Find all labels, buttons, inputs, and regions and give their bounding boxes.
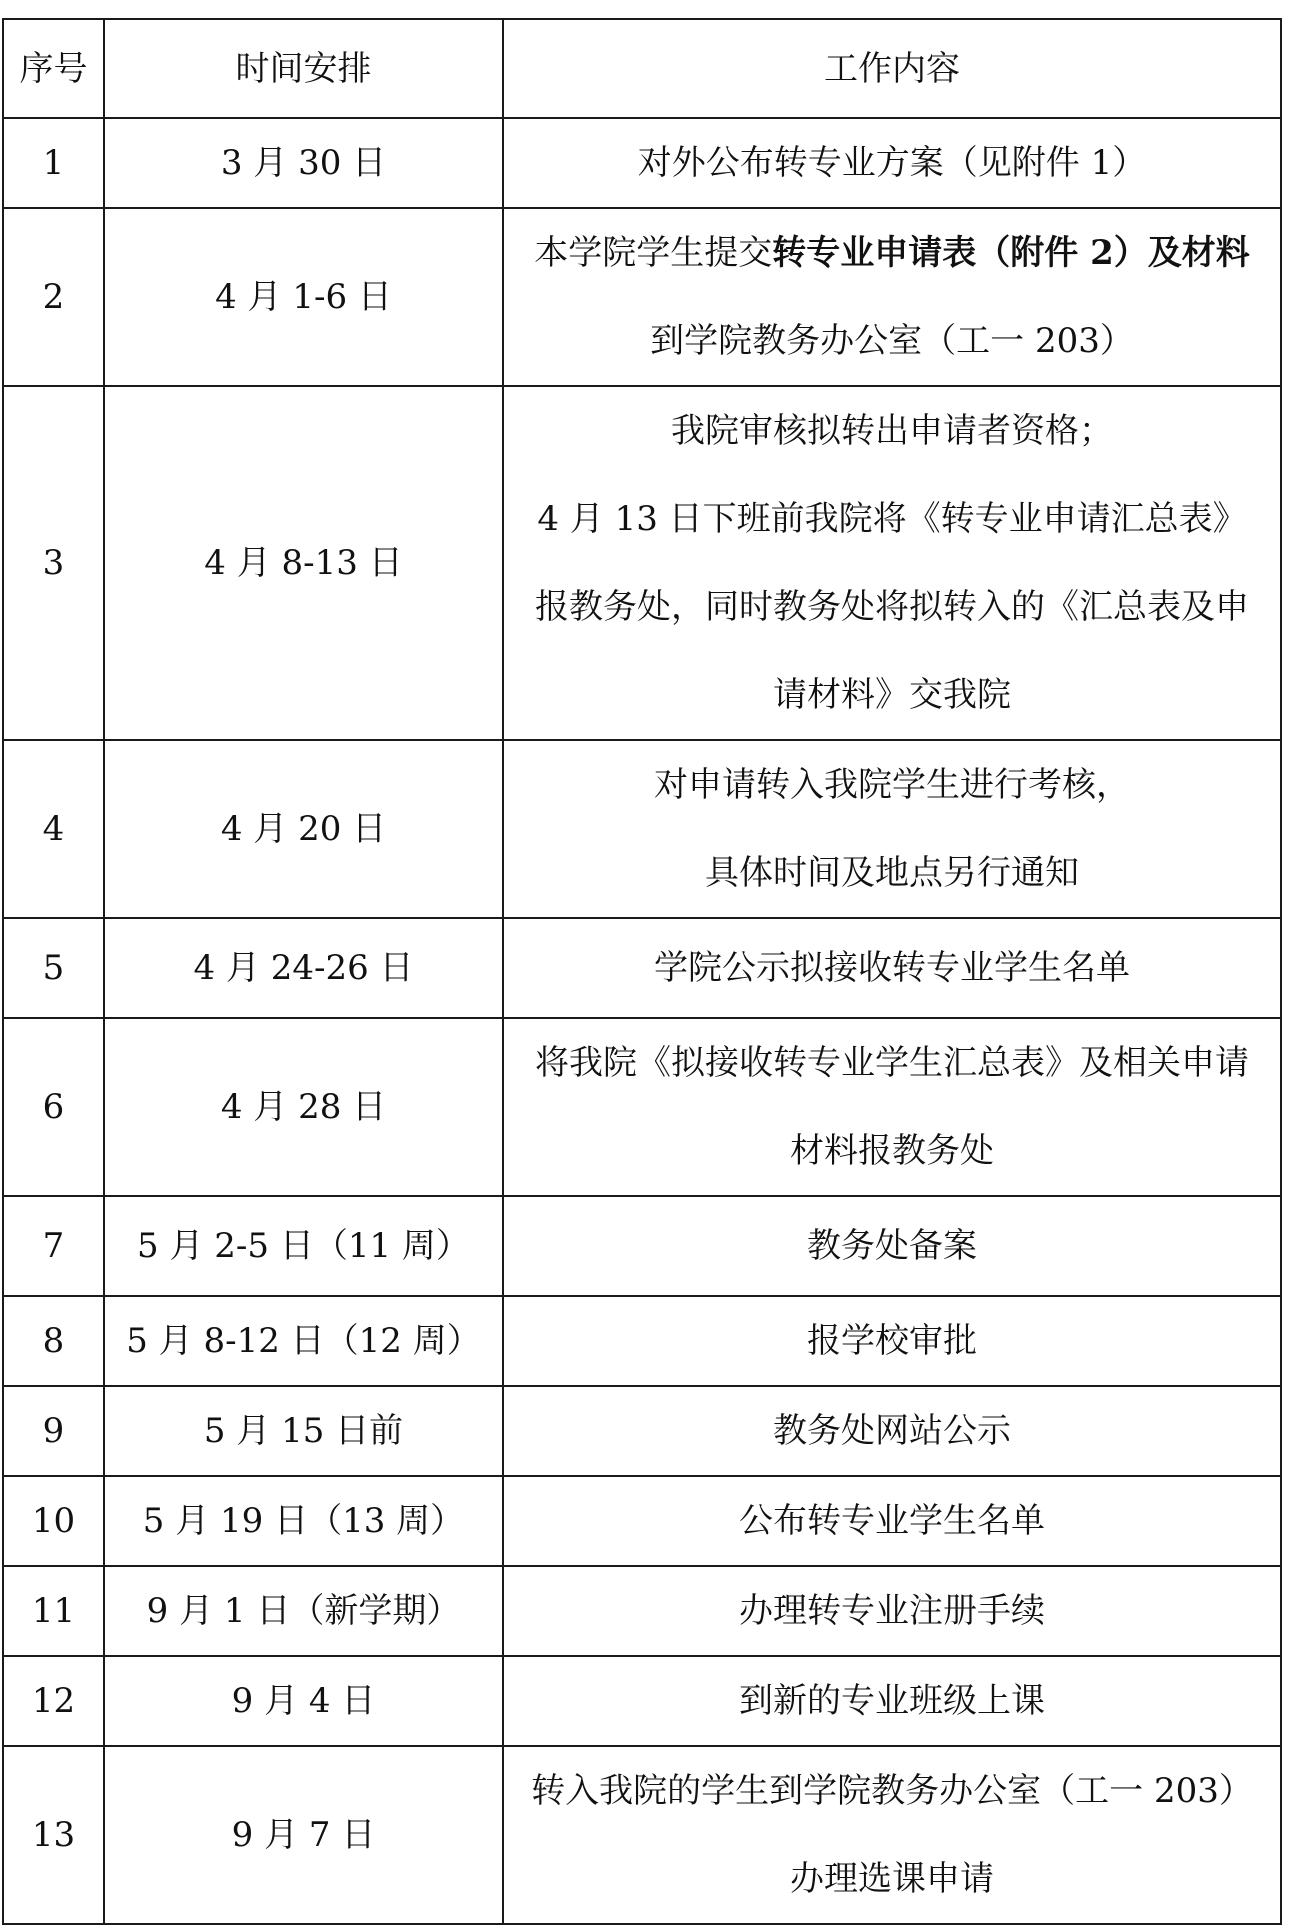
row-no: 3 — [3, 386, 104, 740]
row-no: 11 — [3, 1566, 104, 1656]
header-no: 序号 — [3, 19, 104, 118]
content-line: 报教务处，同时教务处将拟转入的《汇总表及申 — [535, 587, 1249, 627]
row-no: 6 — [3, 1018, 104, 1196]
table-row — [3, 918, 1281, 1018]
content-line: 教务处网站公示 — [773, 1411, 1011, 1451]
row-no: 2 — [3, 208, 104, 386]
header-content: 工作内容 — [503, 19, 1281, 118]
row-content — [503, 1746, 1281, 1924]
content-line: 将我院《拟接收转专业学生汇总表》及相关申请 — [535, 1043, 1249, 1083]
table-row — [3, 740, 1281, 918]
row-time: 4 月 24-26 日 — [104, 918, 503, 1018]
row-content — [503, 740, 1281, 918]
row-no: 10 — [3, 1476, 104, 1566]
row-time: 9 月 1 日（新学期） — [104, 1566, 503, 1656]
row-no: 5 — [3, 918, 104, 1018]
row-time: 9 月 7 日 — [104, 1746, 503, 1924]
content-line: 对申请转入我院学生进行考核， — [654, 765, 1130, 805]
table-row — [3, 208, 1281, 386]
header-time: 时间安排 — [104, 19, 503, 118]
row-time: 5 月 15 日前 — [104, 1386, 503, 1476]
table-row — [3, 1566, 1281, 1656]
row-content — [503, 118, 1281, 208]
content-line-bold: 转专业申请表（附件 2）及材料 — [772, 233, 1250, 273]
row-time: 4 月 20 日 — [104, 740, 503, 918]
content-line: 4 月 13 日下班前我院将《转专业申请汇总表》 — [537, 499, 1247, 539]
content-line: 公布转专业学生名单 — [739, 1501, 1045, 1541]
content-line: 请材料》交我院 — [773, 675, 1011, 715]
row-time: 4 月 1-6 日 — [104, 208, 503, 386]
row-content — [503, 1656, 1281, 1746]
row-time: 3 月 30 日 — [104, 118, 503, 208]
row-time: 5 月 19 日（13 周） — [104, 1476, 503, 1566]
table-row — [3, 1196, 1281, 1296]
row-no: 7 — [3, 1196, 104, 1296]
table-row — [3, 118, 1281, 208]
content-line: 办理转专业注册手续 — [739, 1591, 1045, 1631]
content-line-normal: 本学院学生提交 — [534, 233, 773, 273]
row-no: 12 — [3, 1656, 104, 1746]
row-time: 9 月 4 日 — [104, 1656, 503, 1746]
row-content — [503, 918, 1281, 1018]
row-content — [503, 1018, 1281, 1196]
content-line: 学院公示拟接收转专业学生名单 — [654, 948, 1130, 988]
content-line: 我院审核拟转出申请者资格； — [671, 411, 1113, 451]
row-content — [503, 208, 1281, 386]
content-line: 材料报教务处 — [790, 1131, 994, 1171]
content-line: 报学校审批 — [807, 1321, 977, 1361]
table-row — [3, 1386, 1281, 1476]
row-content — [503, 1296, 1281, 1386]
row-no: 1 — [3, 118, 104, 208]
table-row — [3, 1656, 1281, 1746]
table-row — [3, 1746, 1281, 1924]
header-row — [3, 19, 1281, 118]
row-no: 4 — [3, 740, 104, 918]
row-content — [503, 1196, 1281, 1296]
row-no: 9 — [3, 1386, 104, 1476]
table-row — [3, 386, 1281, 740]
row-content — [503, 1386, 1281, 1476]
content-line: 到新的专业班级上课 — [739, 1681, 1045, 1721]
row-content — [503, 1566, 1281, 1656]
row-time: 5 月 8-12 日（12 周） — [104, 1296, 503, 1386]
table-row — [3, 1296, 1281, 1386]
content-line — [504, 209, 1280, 297]
row-no: 8 — [3, 1296, 104, 1386]
content-line: 到学院教务办公室（工一 203） — [650, 321, 1134, 361]
content-line: 办理选课申请 — [790, 1859, 994, 1899]
content-line: 转入我院的学生到学院教务办公室（工一 203） — [531, 1771, 1253, 1811]
table-row — [3, 1476, 1281, 1566]
content-line: 教务处备案 — [807, 1226, 977, 1266]
table-row — [3, 1018, 1281, 1196]
row-time: 4 月 8-13 日 — [104, 386, 503, 740]
row-content — [503, 1476, 1281, 1566]
row-time: 4 月 28 日 — [104, 1018, 503, 1196]
row-no: 13 — [3, 1746, 104, 1924]
content-line: 对外公布转专业方案（见附件 1） — [637, 143, 1147, 183]
row-time: 5 月 2-5 日（11 周） — [104, 1196, 503, 1296]
schedule-table — [2, 18, 1282, 1925]
content-line: 具体时间及地点另行通知 — [705, 853, 1079, 893]
row-content — [503, 386, 1281, 740]
